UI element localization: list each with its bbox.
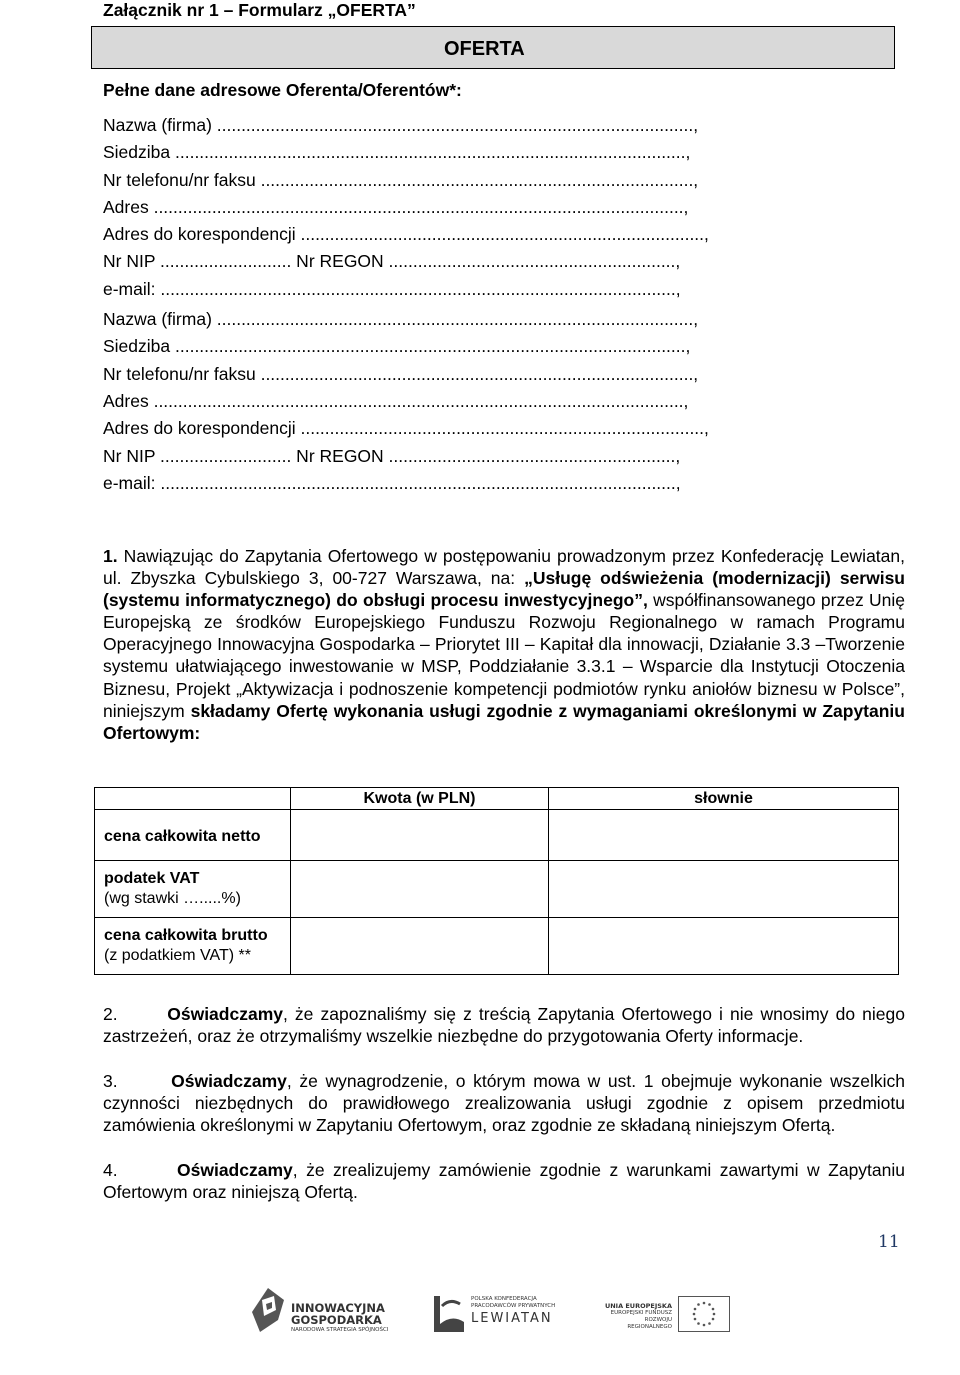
- row-label-vat-bold: podatek VAT: [104, 870, 200, 887]
- ue-line1: UNIA EUROPEJSKA: [604, 1302, 672, 1310]
- paragraph-1-bold-a: „Usługę odświeżenia (modernizacji) serwisu (systemu informatycznego) do obsługi procesu inwestycyjnego”,: [103, 568, 905, 611]
- row-label-vat: [95, 861, 291, 918]
- table-header-amount: Kwota (w PLN): [291, 788, 549, 810]
- paragraph-3: [103, 1070, 905, 1136]
- cell-vat-words[interactable]: [549, 861, 899, 918]
- row-label-gross-bold: cena całkowita brutto: [104, 927, 268, 944]
- field-nip-regon-2: Nr NIP ........................... Nr REGON ...........................................................,: [103, 445, 681, 466]
- field-nip-regon-1: Nr NIP ........................... Nr REGON ...........................................................,: [103, 251, 681, 272]
- paragraph-2: [103, 1003, 905, 1047]
- field-correspondence-1: Adres do korespondencji ...................................................................................,: [103, 224, 709, 245]
- cell-gross-words[interactable]: [549, 918, 899, 975]
- paragraph-4-bold: Oświadczamy: [177, 1160, 293, 1180]
- cell-net-words[interactable]: [549, 810, 899, 861]
- paragraph-3-bold: Oświadczamy: [171, 1071, 287, 1091]
- paragraph-1-text-a: Nawiązując do Zapytania Ofertowego w postępowaniu prowadzonym przez Konfederację Lewiatan, ul. Zbyszka Cybulskiego 3, 00-727 Warszawa, na:: [103, 546, 905, 589]
- row-label-gross-note: (z podatkiem VAT) **: [104, 947, 252, 964]
- table-row: [95, 861, 899, 918]
- row-label-gross: [95, 918, 291, 975]
- innowacyjna-gospodarka-logo-text: [291, 1302, 388, 1334]
- field-seat-2: Siedziba .........................................................................................................,: [103, 336, 691, 357]
- field-address-2: Adres .............................................................................................................,: [103, 390, 689, 411]
- table-header-row: [95, 788, 899, 810]
- innowacyjna-gospodarka-logo-icon: [250, 1286, 286, 1336]
- paragraph-1-number: 1.: [103, 546, 118, 566]
- field-email-1: e-mail: ..........................................................................................................,: [103, 278, 681, 299]
- table-header-words: słownie: [549, 788, 899, 810]
- field-email-2: e-mail: ..........................................................................................................,: [103, 472, 681, 493]
- paragraph-4-text: , że zrealizujemy zamówienie zgodnie z warunkami zawartymi w Zapytaniu Ofertowym oraz niniejszą Ofertą.: [103, 1160, 906, 1203]
- paragraph-3-text: , że wynagrodzenie, o którym mowa w ust. 1 obejmuje wykonanie wszelkich czynności niezbędnych do prawidłowego zrealizowania usługi zgodnie z opisem przedmiotu zamówienia określonymi w Zapytaniu Ofertowym, oraz zgodnie ze składaną niniejszym Ofertą.: [103, 1071, 905, 1136]
- address-heading: Pełne dane adresowe Oferenta/Oferentów*:: [103, 80, 462, 100]
- row-label-vat-note: (wg stawki ….....%): [104, 890, 241, 907]
- field-seat-1: Siedziba .........................................................................................................,: [103, 142, 691, 163]
- ig-line3: NARODOWA STRATEGIA SPÓJNOŚCI: [291, 1327, 389, 1333]
- row-label-net: [95, 810, 291, 861]
- row-label-net-bold: cena całkowita netto: [104, 828, 261, 845]
- paragraph-4: [103, 1159, 905, 1203]
- table-row: [95, 918, 899, 975]
- ig-line2: GOSPODARKA: [291, 1313, 382, 1327]
- ue-line2: EUROPEJSKI FUNDUSZ: [610, 1310, 672, 1316]
- paragraph-2-text: , że zapoznaliśmy się z treścią Zapytania Ofertowego i nie wnosimy do niego zastrzeżeń, oraz że otrzymaliśmy wszelkie niezbędne do przygotowania Oferty informacje.: [103, 1004, 905, 1047]
- field-correspondence-2: Adres do korespondencji ...................................................................................,: [103, 418, 709, 439]
- field-address-1: Adres .............................................................................................................,: [103, 196, 689, 217]
- paragraph-2-number: 2.: [103, 1004, 118, 1024]
- lew-line3: LEWIATAN: [471, 1311, 553, 1326]
- ig-line1: INNOWACYJNA: [291, 1301, 385, 1315]
- paragraph-1: [103, 545, 905, 744]
- cell-gross-amount[interactable]: [291, 918, 549, 975]
- banner-title: OFERTA: [444, 38, 525, 60]
- field-name-2: Nazwa (firma) ..................................................................................................,: [103, 309, 699, 330]
- paragraph-1-bold-b: składamy Ofertę wykonania usługi zgodnie z wymaganiami określonymi w Zapytaniu Ofertowym:: [103, 700, 905, 743]
- lewiatan-logo-text: [471, 1296, 555, 1328]
- page-number: 11: [878, 1232, 900, 1252]
- address-fields: [103, 112, 903, 497]
- lew-line1: POLSKA KONFEDERACJA: [471, 1296, 537, 1302]
- footer-logos: [0, 1280, 960, 1360]
- offer-price-table: [94, 787, 899, 975]
- eu-flag-icon: [678, 1296, 730, 1332]
- paragraph-3-number: 3.: [103, 1071, 118, 1091]
- field-phone-2: Nr telefonu/nr faksu .........................................................................................,: [103, 363, 699, 384]
- cell-net-amount[interactable]: [291, 810, 549, 861]
- lewiatan-logo-icon: [432, 1294, 466, 1336]
- paragraph-1-text-b: współfinansowanego przez Unię Europejską ze środków Europejskiego Funduszu Rozwoju Regionalnego w ramach Programu Operacyjnego Innowacyjna Gospodarka – Priorytet III – Kapitał dla innowacji, Działanie 3.3 –Tworzenie systemu ułatwiającego inwestowanie w MSP, Poddziałanie 3.3.1 – Wsparcie dla Instytucji Otoczenia Biznesu, Projekt „Aktywizacja i podnoszenie kompetencji podmiotów rynku aniołów biznesu w Polsce”, niniejszym: [103, 590, 905, 721]
- paragraph-4-number: 4.: [103, 1160, 118, 1180]
- lew-line2: PRACODAWCÓW PRYWATNYCH: [471, 1303, 556, 1309]
- ue-line3: ROZWOJU REGIONALNEGO: [627, 1317, 672, 1330]
- annex-title: Załącznik nr 1 – Formularz „OFERTA”: [103, 0, 416, 20]
- paragraph-2-bold: Oświadczamy: [167, 1004, 283, 1024]
- field-phone-1: Nr telefonu/nr faksu .........................................................................................,: [103, 169, 699, 190]
- field-name-1: Nazwa (firma) ..................................................................................................,: [103, 115, 699, 135]
- offer-banner: [91, 26, 895, 69]
- cell-vat-amount[interactable]: [291, 861, 549, 918]
- table-row: [95, 810, 899, 861]
- table-header-empty: [95, 788, 291, 810]
- eu-logo-text: [602, 1302, 672, 1331]
